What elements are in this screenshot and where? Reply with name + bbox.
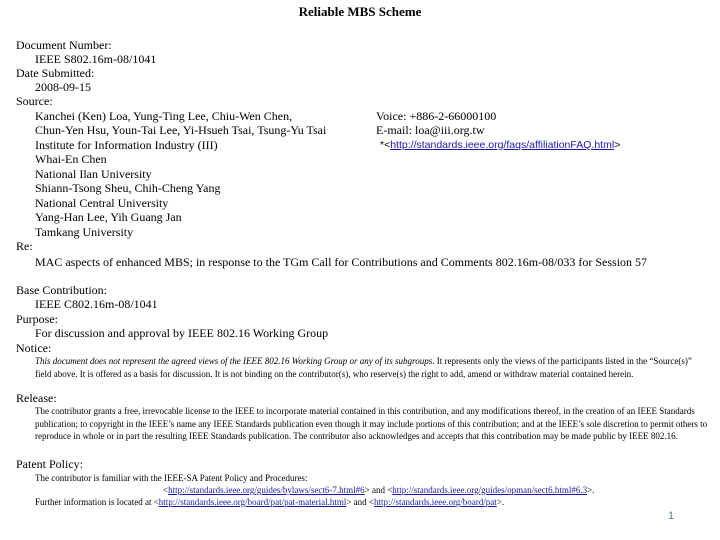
patent-link-bylaws[interactable]: http://standards.ieee.org/guides/bylaws/sect6-7.html#6 [168,485,365,495]
doc-number-label: Document Number: [16,38,112,52]
release-label: Release: [16,391,57,405]
voice-contact: Voice: +886-2-66000100 [376,109,497,123]
date-label: Date Submitted: [16,66,95,80]
patent-l2-post: >. [587,485,595,495]
author-line: Kanchei (Ken) Loa, Yung-Ting Lee, Chiu-Wen Chen, [35,109,293,123]
faq-suffix: > [614,139,621,151]
page-number: 1 [668,510,675,522]
patent-line-2 [163,484,594,497]
author-line: Institute for Information Industry (III) [35,138,218,152]
faq-prefix: *< [380,139,391,151]
email-contact: E-mail: loa@iii.org.tw [376,123,485,137]
patent-l3-post: >. [496,497,505,507]
patent-line-1: The contributor is familiar with the IEEE-SA Patent Policy and Procedures: [35,473,308,483]
author-line: Shiann-Tsong Sheu, Chih-Cheng Yang [35,181,221,195]
base-label: Base Contribution: [16,283,107,297]
author-line: Tamkang University [35,225,134,239]
source-label: Source: [16,94,53,108]
affiliation-faq [380,138,620,152]
date-value: 2008-09-15 [35,80,91,94]
patent-line-3 [35,496,504,509]
re-label: Re: [16,239,33,253]
doc-number: IEEE S802.16m-08/1041 [35,52,157,66]
patent-l3-mid: > and < [346,497,374,507]
author-line: Yang-Han Lee, Yih Guang Jan [35,210,182,224]
purpose-text: For discussion and approval by IEEE 802.16 Working Group [35,326,329,340]
author-line: National Central University [35,196,169,210]
notice-label: Notice: [16,341,52,355]
patent-link-material[interactable]: http://standards.ieee.org/board/pat/pat-material.html [158,497,347,507]
purpose-label: Purpose: [16,312,58,326]
patent-link-board[interactable]: http://standards.ieee.org/board/pat [373,497,497,507]
re-text: MAC aspects of enhanced MBS; in response to the TGm Call for Contributions and Comments 802.16m-08/033 for Session 57 [35,255,648,269]
patent-label: Patent Policy: [16,457,83,471]
patent-l2-pre: < [163,485,169,495]
author-line: Whai-En Chen [35,152,107,166]
notice-text [35,355,707,380]
notice-italic: This document does not represent the agreed views of the IEEE 802.16 Working Group or any of its subgroups [35,356,433,366]
notice-rest: . It represents only the views of the participants listed in the “Source(s)” field above. It is offered as a basis for discussion. It is not binding on the contributor(s), who reserve(s) the right to add, amend or withdraw material contained herein. [35,356,692,379]
release-text: The contributor grants a free, irrevocable license to the IEEE to incorporate material contained in this contribution, and any modifications thereof, in the creation of an IEEE Standards publication; to copyright in the IEEE’s name any IEEE Standards publication even though it may include portions of this contribution; and at the IEEE’s sole discretion to permit others to reproduce in whole or in part the resulting IEEE Standards publication. The contributor also acknowledges and accepts that this contribution may be made public by IEEE 802.16. [35,406,708,441]
faq-link[interactable]: http://standards.ieee.org/faqs/affiliationFAQ.html [390,139,615,151]
patent-link-opman[interactable]: http://standards.ieee.org/guides/opman/sect6.html#6.3 [392,485,588,495]
author-line: Chun-Yen Hsu, Youn-Tai Lee, Yi-Hsueh Tsai, Tsung-Yu Tsai [35,123,327,137]
patent-l2-mid: > and < [364,485,393,495]
patent-l3-pre: Further information is located at < [35,497,159,507]
base-text: IEEE C802.16m-08/1041 [35,297,158,311]
author-line: National Ilan University [35,167,152,181]
page-title: Reliable MBS Scheme [298,4,422,19]
